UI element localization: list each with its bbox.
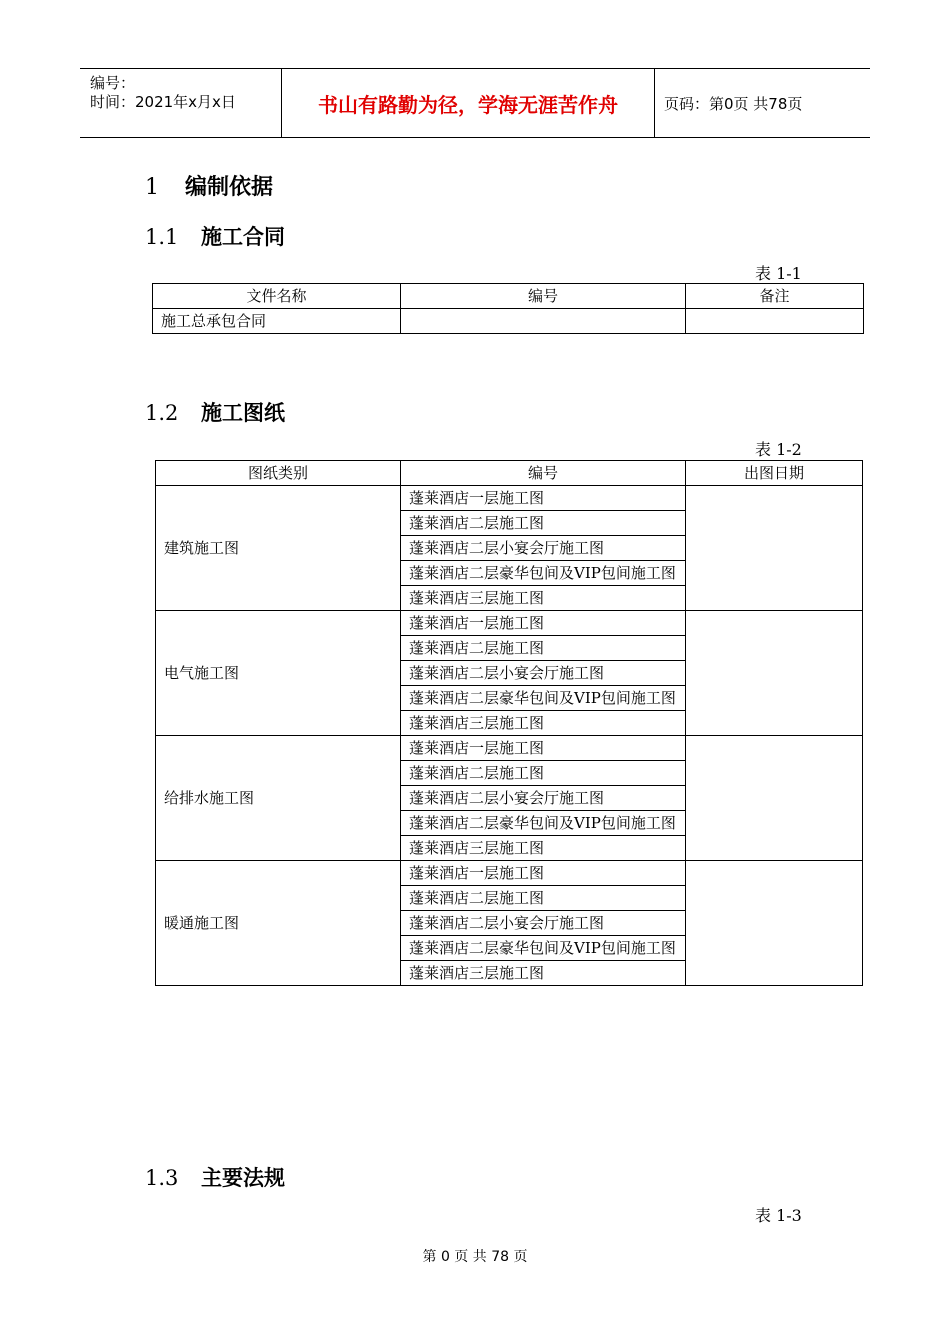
drawing-category: 暖通施工图 — [156, 861, 401, 986]
drawing-date — [686, 861, 863, 986]
drawing-name: 蓬莱酒店二层豪华包间及VIP包间施工图 — [401, 936, 686, 961]
section-title: 编制依据 — [185, 175, 274, 200]
drawing-date — [686, 736, 863, 861]
section-number: 1 — [145, 175, 159, 200]
drawing-name: 蓬莱酒店三层施工图 — [401, 836, 686, 861]
section-heading-1-3 — [145, 1162, 285, 1192]
table-row — [156, 736, 863, 761]
drawing-name: 蓬莱酒店二层小宴会厅施工图 — [401, 661, 686, 686]
column-header: 备注 — [686, 284, 864, 309]
section-heading-1-1 — [145, 221, 285, 251]
header-meta — [80, 69, 282, 137]
section-title: 主要法规 — [201, 1166, 285, 1190]
section-heading-1-2 — [145, 397, 285, 427]
drawing-name: 蓬莱酒店二层施工图 — [401, 886, 686, 911]
drawing-name: 蓬莱酒店二层施工图 — [401, 636, 686, 661]
drawing-name: 蓬莱酒店二层小宴会厅施工图 — [401, 786, 686, 811]
drawing-date — [686, 611, 863, 736]
table-cell: 施工总承包合同 — [153, 309, 401, 334]
section-number: 1.1 — [145, 225, 179, 249]
contract-table — [152, 283, 864, 334]
drawing-category: 建筑施工图 — [156, 486, 401, 611]
page-footer: 第 0 页 共 78 页 — [422, 1249, 528, 1265]
column-header: 编号 — [401, 284, 686, 309]
table-cell — [686, 309, 864, 334]
header-motto: 书山有路勤为径，学海无涯苦作舟 — [282, 69, 655, 137]
drawing-name: 蓬莱酒店二层豪华包间及VIP包间施工图 — [401, 686, 686, 711]
drawing-name: 蓬莱酒店二层施工图 — [401, 511, 686, 536]
section-title: 施工合同 — [201, 225, 285, 249]
drawing-name: 蓬莱酒店一层施工图 — [401, 861, 686, 886]
drawing-name: 蓬莱酒店三层施工图 — [401, 586, 686, 611]
header-page-info: 页码：第0页 共78页 — [664, 94, 803, 113]
table-header-row — [153, 284, 864, 309]
header-number-label: 编号： — [90, 74, 136, 92]
drawing-name: 蓬莱酒店一层施工图 — [401, 736, 686, 761]
table-cell — [401, 309, 686, 334]
drawing-name: 蓬莱酒店三层施工图 — [401, 961, 686, 986]
drawing-name: 蓬莱酒店二层豪华包间及VIP包间施工图 — [401, 811, 686, 836]
drawing-name: 蓬莱酒店二层小宴会厅施工图 — [401, 911, 686, 936]
table-caption-1-3: 表 1-3 — [755, 1206, 802, 1225]
section-number: 1.2 — [145, 401, 179, 425]
column-header: 图纸类别 — [156, 461, 401, 486]
drawing-date — [686, 486, 863, 611]
drawing-name: 蓬莱酒店一层施工图 — [401, 611, 686, 636]
drawing-name: 蓬莱酒店一层施工图 — [401, 486, 686, 511]
table-row — [156, 861, 863, 886]
drawing-category: 电气施工图 — [156, 611, 401, 736]
section-heading-1 — [145, 170, 273, 201]
drawing-name: 蓬莱酒店二层小宴会厅施工图 — [401, 536, 686, 561]
table-header-row — [156, 461, 863, 486]
column-header: 文件名称 — [153, 284, 401, 309]
column-header: 编号 — [401, 461, 686, 486]
section-number: 1.3 — [145, 1166, 179, 1190]
drawing-name: 蓬莱酒店三层施工图 — [401, 711, 686, 736]
table-row — [153, 309, 864, 334]
drawing-category: 给排水施工图 — [156, 736, 401, 861]
page-header — [80, 68, 870, 138]
table-row — [156, 486, 863, 511]
section-title: 施工图纸 — [201, 401, 285, 425]
table-caption-1-2: 表 1-2 — [755, 440, 802, 459]
drawings-table — [155, 460, 863, 986]
table-caption-1-1: 表 1-1 — [755, 264, 802, 283]
header-time-label: 时间：2021年x月x日 — [90, 93, 236, 111]
table-row — [156, 611, 863, 636]
column-header: 出图日期 — [686, 461, 863, 486]
drawing-name: 蓬莱酒店二层豪华包间及VIP包间施工图 — [401, 561, 686, 586]
drawing-name: 蓬莱酒店二层施工图 — [401, 761, 686, 786]
